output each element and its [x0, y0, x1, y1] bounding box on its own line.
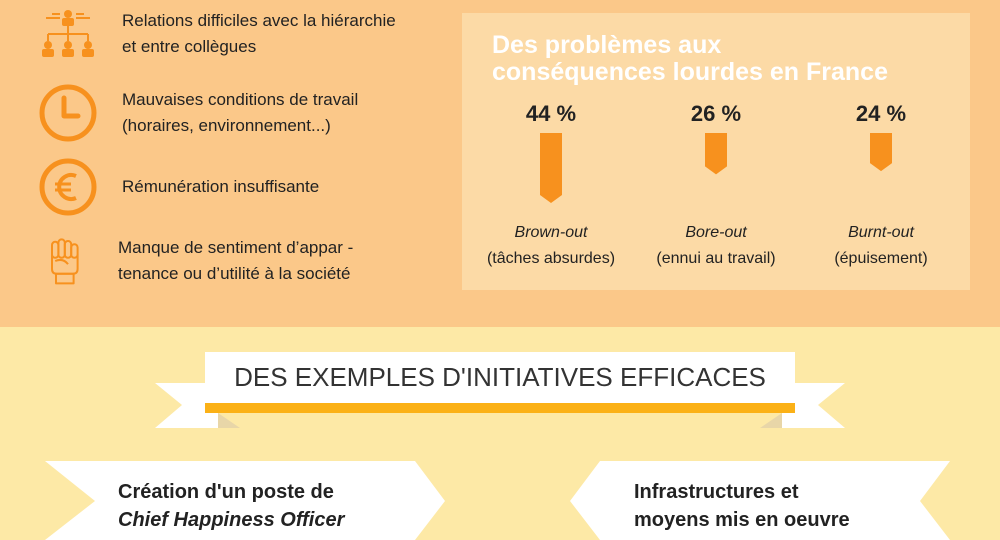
reason-text: Mauvaises conditions de travail (horaires, environnement...) — [122, 90, 359, 135]
raised-fist-icon — [44, 231, 92, 291]
category-label: Burnt-out — [848, 224, 914, 241]
category-sublabel: (épuisement) — [834, 250, 928, 267]
initiative-card-text: Création d'un poste de Chief Happiness Officer — [118, 481, 345, 531]
category-sublabel: (tâches absurdes) — [486, 250, 616, 267]
consequences-chart — [462, 13, 970, 290]
reason-text: Relations difficiles avec la hiérarchie et entre collègues — [122, 11, 396, 56]
hierarchy-icon — [38, 4, 98, 64]
reason-item-remuneration — [38, 157, 319, 217]
initiative-card-text: Infrastructures et moyens mis en oeuvre — [634, 481, 850, 531]
bar-value-label: 44 % — [525, 101, 577, 126]
category-label: Bore-out — [685, 224, 747, 241]
reason-text: Manque de sentiment d’appar - tenance ou d’utilité à la société — [118, 238, 354, 283]
clock-icon — [38, 83, 98, 143]
reason-item-conditions — [38, 83, 358, 143]
bar-value-label: 26 % — [690, 101, 742, 126]
reason-item-belonging — [44, 231, 353, 291]
bar — [870, 133, 892, 171]
reason-item-relations — [38, 4, 396, 64]
bar — [705, 133, 727, 174]
consequences-panel — [462, 13, 970, 290]
bar — [540, 133, 562, 203]
category-sublabel: (ennui au travail) — [656, 250, 776, 267]
category-label: Brown-out — [514, 224, 588, 241]
reason-text: Rémunération insuffisante — [122, 177, 320, 196]
euro-icon — [38, 157, 98, 217]
bar-value-label: 24 % — [855, 101, 907, 126]
section-title: DES EXEMPLES D'INITIATIVES EFFICACES — [234, 361, 766, 392]
panel-title: Des problèmes aux conséquences lourdes en France — [492, 31, 888, 86]
